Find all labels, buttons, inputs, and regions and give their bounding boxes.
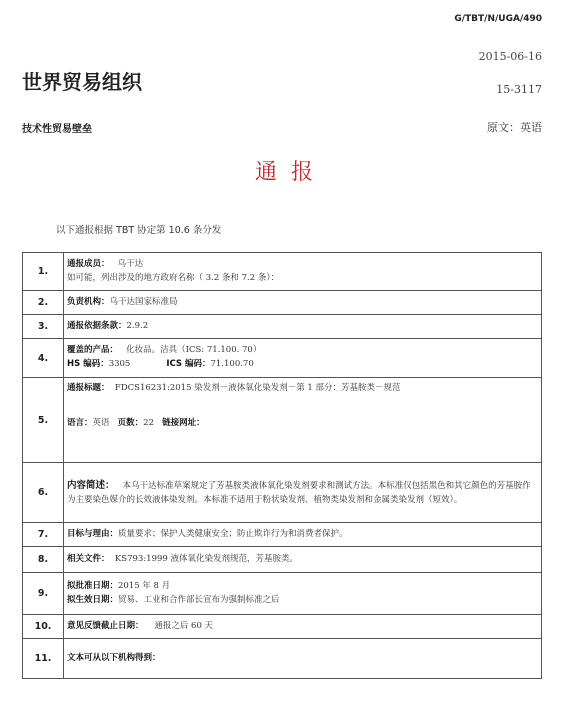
document-date: 2015-06-16: [478, 50, 542, 63]
field-value: 2015 年 8 月: [118, 580, 171, 591]
field-note: 如可能，列出涉及的地方政府名称（ 3.2 条和 7.2 条）：: [67, 272, 280, 283]
row-content: [64, 523, 542, 547]
ics-code-label: ICS 编码：: [166, 359, 211, 369]
table-row: [23, 615, 542, 639]
row-number: 5.: [23, 378, 64, 463]
field-value: 贸易、工业和合作部长宣布为强制标准之后: [118, 594, 280, 605]
field-value: 乌干达: [117, 258, 144, 269]
row-number: 3.: [23, 315, 64, 339]
row-content: [64, 339, 542, 378]
row-content: [64, 573, 542, 615]
original-language: 原文：英语: [487, 121, 542, 134]
table-row: [23, 463, 542, 523]
table-row: [23, 315, 542, 339]
table-row: [23, 291, 542, 315]
pages-value: 22: [143, 417, 154, 428]
document-code: G/TBT/N/UGA/490: [454, 14, 542, 24]
row-number: 1.: [23, 253, 64, 291]
field-label: 拟生效日期：: [67, 594, 119, 605]
row-number: 7.: [23, 523, 64, 547]
row-content: [64, 378, 542, 463]
row-number: 8.: [23, 547, 64, 573]
notification-table: [22, 252, 542, 679]
field-label: 文本可从以下机构得到：: [67, 652, 161, 663]
field-value: KS793:1999 液体氧化染发剂规范，芳基胺类。: [114, 553, 299, 564]
row-number: 2.: [23, 291, 64, 315]
field-value: 2.9.2: [126, 320, 149, 331]
document-number: 15-3117: [496, 83, 542, 96]
table-row: [23, 253, 542, 291]
row-content: [64, 291, 542, 315]
ics-code-value: 71.100.70: [210, 359, 254, 369]
row-content: [64, 547, 542, 573]
field-label: 内容简述：: [67, 479, 115, 491]
hs-code-label: HS 编码：: [67, 359, 109, 369]
field-label: 通报标题：: [67, 383, 110, 393]
field-value: 本乌干达标准草案规定了芳基胺类液体氧化染发剂要求和测试方法。本标准仅包括黑色和其它颜色的芳基胺作为主要染色媒介的长效液体染发剂。本标准不适用于粉状染发剂、植物类染发剂和金属类染发剂（短效）。: [67, 480, 531, 505]
field-value: 化妆品。洁具（ICS: 71.100. 70）: [126, 345, 262, 356]
table-row: [23, 378, 542, 463]
intro-text: 以下通报根据 TBT 协定第 10.6 条分发: [56, 225, 222, 236]
field-label: 意见反馈截止日期：: [67, 620, 144, 631]
hs-code-value: 3305: [108, 359, 131, 369]
pages-label: 页数：: [117, 417, 144, 428]
field-value: 质量要求；保护人类健康安全；防止欺诈行为和消费者保护。: [118, 528, 348, 539]
field-value: FDCS16231:2015 染发剂－液体氧化染发剂－第 1 部分：芳基胺类－规范: [114, 383, 401, 393]
table-row: [23, 639, 542, 679]
field-label: 负责机构：: [67, 296, 110, 307]
committee-name: 技术性贸易壁垒: [22, 124, 92, 135]
field-label: 相关文件：: [67, 553, 110, 564]
field-label: 通报成员：: [67, 258, 110, 269]
row-number: 4.: [23, 339, 64, 378]
table-row: [23, 339, 542, 378]
row-number: 10.: [23, 615, 64, 639]
field-value: 乌干达国家标准局: [109, 296, 178, 307]
field-label: 目标与理由：: [67, 528, 119, 539]
row-content: [64, 463, 542, 523]
row-number: 6.: [23, 463, 64, 523]
organization-name: 世界贸易组织: [22, 70, 142, 94]
row-content: [64, 639, 542, 679]
row-content: [64, 315, 542, 339]
row-number: 9.: [23, 573, 64, 615]
page-title: 通报: [254, 160, 327, 185]
table-row: [23, 523, 542, 547]
field-label: 通报依据条款：: [67, 320, 127, 331]
row-number: 11.: [23, 639, 64, 679]
table-row: [23, 547, 542, 573]
language-label: 语言：: [67, 417, 93, 428]
row-content: [64, 615, 542, 639]
row-content: [64, 253, 542, 291]
field-label: 覆盖的产品：: [67, 345, 119, 356]
field-value: 通报之后 60 天: [154, 620, 214, 631]
link-label: 链接网址：: [162, 417, 205, 428]
table-row: [23, 573, 542, 615]
field-label: 拟批准日期：: [67, 580, 119, 591]
language-value: 英语: [92, 417, 110, 428]
